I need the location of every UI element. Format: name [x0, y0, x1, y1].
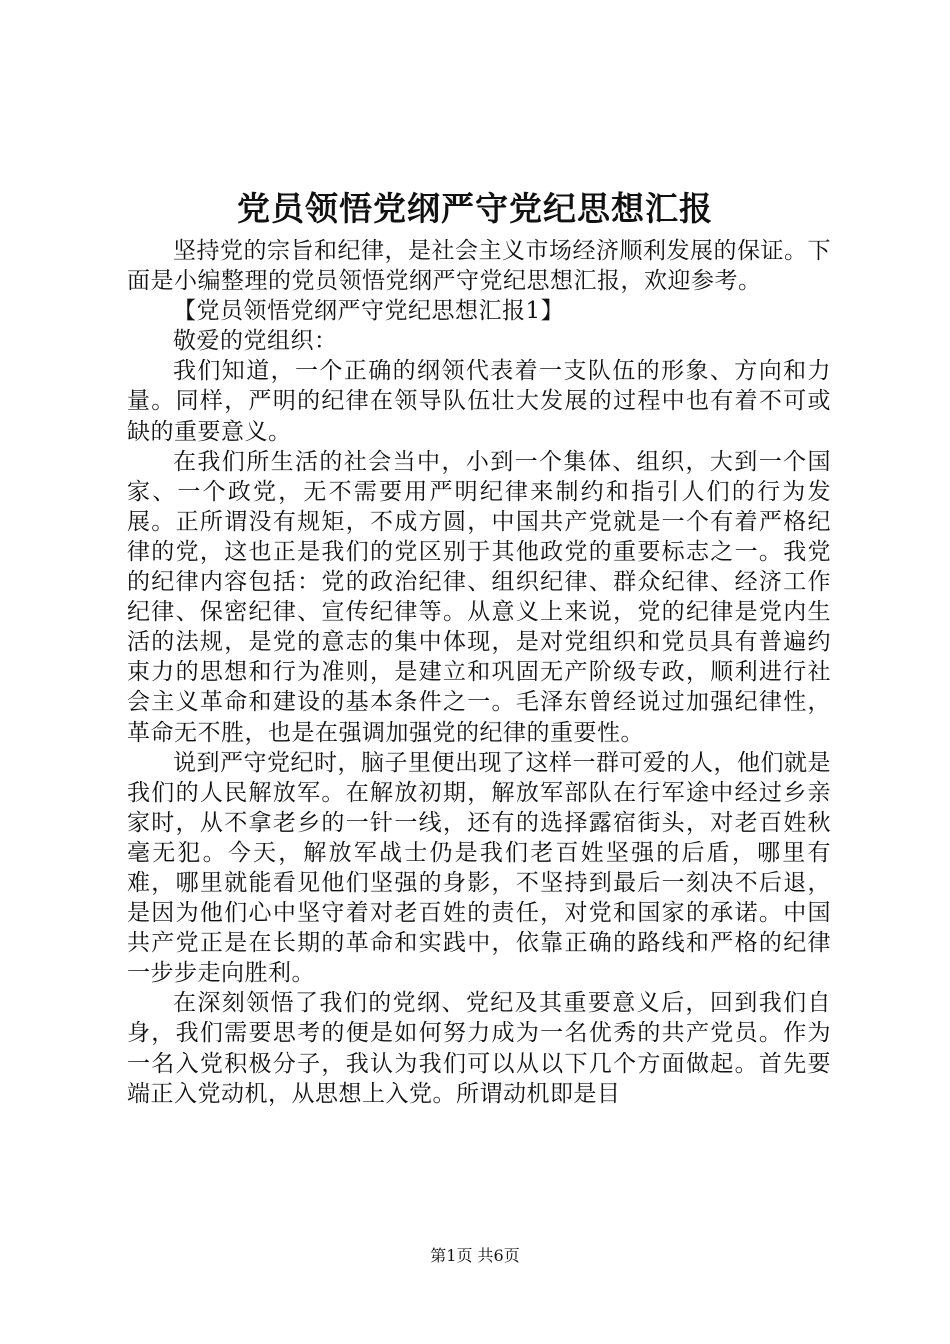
paragraph-4: 在深刻领悟了我们的党纲、党纪及其重要意义后，回到我们自身，我们需要思考的便是如何努力成为一名优秀的共产党员。作为一名入党积极分子，我认为我们可以从以下几个方面做起。首先要端正入党动机，从思想上入党。所谓动机即是目 [127, 990, 831, 1107]
paragraph-intro: 坚持党的宗旨和纪律，是社会主义市场经济顺利发展的保证。下面是小编整理的党员领悟党纲严守党纪思想汇报，欢迎参考。 [127, 238, 831, 295]
document-title: 党员领悟党纲严守党纪思想汇报 [237, 189, 713, 228]
paragraph-1: 我们知道，一个正确的纲领代表着一支队伍的形象、方向和力量。同样，严明的纪律在领导队伍壮大发展的过程中也有着不可或缺的重要意义。 [127, 358, 831, 445]
paragraph-3: 说到严守党纪时，脑子里便出现了这样一群可爱的人，他们就是我们的人民解放军。在解放初期，解放军部队在行军途中经过乡亲家时，从不拿老乡的一针一线，还有的选择露宿街头，对老百姓秋毫无犯。今天，解放军战士仍是我们老百姓坚强的后盾，哪里有难，哪里就能看见他们坚强的身影，不坚持到最后一刻决不后退，是因为他们心中坚守着对老百姓的责任，对党和国家的承诺。中国共产党正是在长期的革命和实践中，依靠正确的路线和严格的纪律一步步走向胜利。 [127, 749, 831, 987]
page-footer: 第1页 共6页 [430, 1246, 520, 1265]
section-heading: 【党员领悟党纲严守党纪思想汇报1】 [173, 298, 565, 325]
paragraph-2: 在我们所生活的社会当中，小到一个集体、组织，大到一个国家、一个政党，无不需要用严明纪律来制约和指引人们的行为发展。正所谓没有规矩，不成方圆，中国共产党就是一个有着严格纪律的党，这也正是我们的党区别于其他政党的重要标志之一。我党的纪律内容包括：党的政治纪律、组织纪律、群众纪律、经济工作纪律、保密纪律、宣传纪律等。从意义上来说，党的纪律是党内生活的法规，是党的意志的集中体现，是对党组织和党员具有普遍约束力的思想和行为准则，是建立和巩固无产阶级专政，顺利进行社会主义革命和建设的基本条件之一。毛泽东曾经说过加强纪律性，革命无不胜，也是在强调加强党的纪律的重要性。 [127, 448, 831, 746]
salutation: 敬爱的党组织： [173, 328, 338, 355]
document-body [127, 236, 831, 1109]
